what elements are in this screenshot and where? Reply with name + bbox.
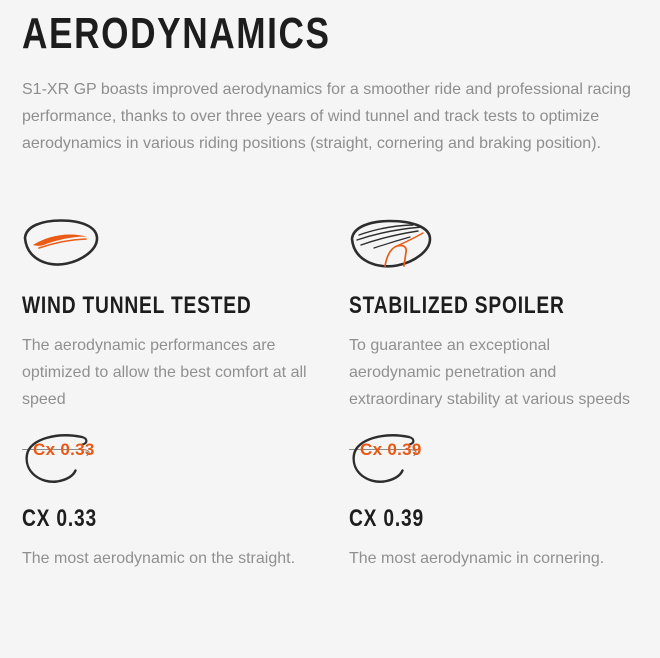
feature-wind-tunnel: [22, 218, 311, 413]
feature-cx-straight: [22, 431, 311, 572]
page-title: AERODYNAMICS: [22, 9, 331, 58]
feature-description: The most aerodynamic in cornering.: [349, 550, 605, 567]
feature-title: CX 0.33: [22, 505, 97, 532]
feature-title: CX 0.39: [349, 505, 424, 532]
feature-stabilized-spoiler: [349, 218, 638, 413]
feature-description: The most aerodynamic on the straight.: [22, 550, 296, 567]
feature-title: WIND TUNNEL TESTED: [22, 292, 252, 319]
cx-value-helmet-icon: [349, 431, 638, 483]
intro-paragraph: S1-XR GP boasts improved aerodynamics for a smoother ride and professional racing performance, thanks to over three years of wind tunnel and track tests to optimize aerodynamics in various riding positions (straight, cornering and braking position).: [22, 81, 631, 152]
cx-value-helmet-icon: [22, 431, 311, 483]
feature-title: STABILIZED SPOILER: [349, 292, 565, 319]
cx-value-label: Cx 0.39: [360, 440, 422, 459]
spoiler-airflow-visor-icon: [349, 218, 638, 270]
feature-description: The aerodynamic performances are optimized to allow the best comfort at all speed: [22, 337, 307, 408]
cx-value-label: Cx 0.33: [33, 440, 95, 459]
wind-flow-visor-icon: [22, 218, 311, 270]
feature-cx-cornering: [349, 431, 638, 572]
spoiler-airflow-visor-icon-svg: [349, 218, 433, 270]
features-grid: [22, 218, 638, 572]
wind-flow-visor-icon-svg: [22, 218, 100, 268]
feature-description: To guarantee an exceptional aerodynamic penetration and extraordinary stability at various speeds: [349, 337, 631, 408]
